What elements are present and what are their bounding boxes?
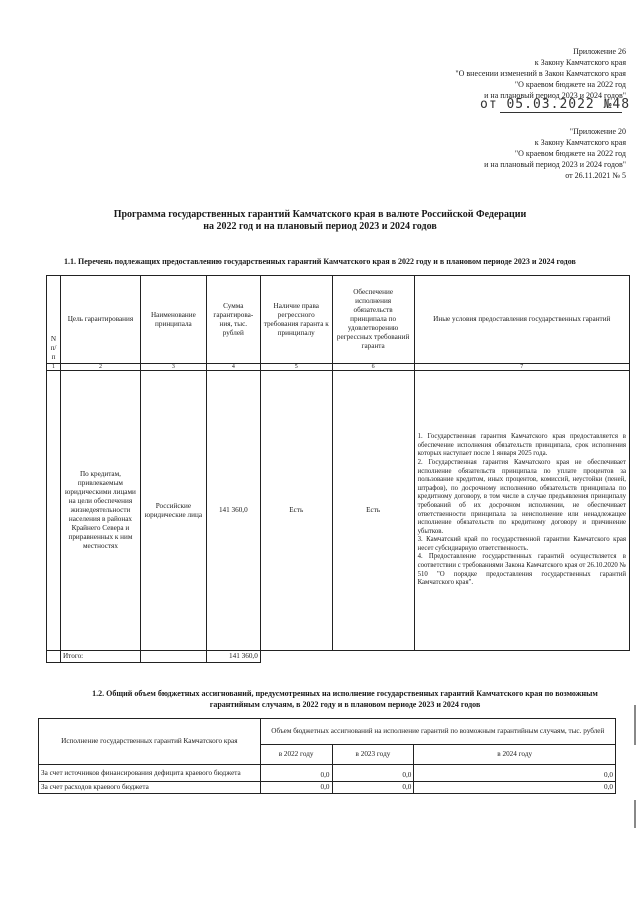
column-number: 6 bbox=[332, 364, 414, 371]
total-empty-cell bbox=[260, 651, 332, 663]
total-empty-cell bbox=[140, 651, 206, 663]
date-prefix: от bbox=[480, 97, 498, 112]
value-2022: 0,0 bbox=[260, 765, 332, 782]
column-number: 2 bbox=[60, 364, 140, 371]
value-2022: 0,0 bbox=[260, 782, 332, 794]
total-sum: 141 360,0 bbox=[206, 651, 260, 663]
table-header-row bbox=[39, 719, 616, 745]
year-header-2023: в 2023 году bbox=[332, 745, 414, 765]
total-label: Итого: bbox=[60, 651, 140, 663]
heading-line: гарантийным случаям, в 2022 году и в плановом периоде 2023 и 2024 годов bbox=[209, 700, 481, 709]
date-underline bbox=[500, 112, 622, 113]
col-header-principal: Наименование принципала bbox=[140, 276, 206, 364]
year-header-2024: в 2024 году bbox=[414, 745, 616, 765]
column-number: 4 bbox=[206, 364, 260, 371]
security-cell: Есть bbox=[332, 371, 414, 651]
title-line: Программа государственных гарантий Камчатского края в валюте Российской Федерации bbox=[113, 209, 527, 220]
execution-header: Исполнение государственных гарантий Камчатского края bbox=[39, 719, 261, 765]
regress-cell: Есть bbox=[260, 371, 332, 651]
row-label: За счет расходов краевого бюджета bbox=[39, 782, 261, 794]
header-line: и на плановый период 2023 и 2024 годов" bbox=[484, 160, 626, 169]
header-line: "О краевом бюджете на 2022 год bbox=[514, 80, 626, 89]
table-row bbox=[39, 782, 616, 794]
header-line: "О внесении изменений в Закон Камчатского края bbox=[455, 69, 626, 78]
purpose-cell: По кредитам, привлекаемым юридическими лицами на цели обеспечения жизнедеятельности населения в районах Крайнего Севера и приравненных к ним местностях bbox=[60, 371, 140, 651]
adoption-date-line bbox=[480, 97, 630, 112]
col-header-other: Иные условия предоставления государственных гарантий bbox=[414, 276, 629, 364]
condition-item: 1. Государственная гарантия Камчатского края предоставляется в обеспечение исполнения обязательств принципала, срок исполнения которых наступает после 1 января 2025 года. bbox=[417, 433, 626, 458]
scan-margin-mark bbox=[634, 705, 636, 745]
table-row bbox=[39, 765, 616, 782]
section-1-heading: 1.1. Перечень подлежащих предоставлению государственных гарантий Камчатского края в 2022 году и в плановом периоде 2023 и 2024 годов bbox=[64, 257, 576, 266]
sum-cell: 141 360,0 bbox=[206, 371, 260, 651]
total-empty-cell bbox=[414, 651, 629, 663]
guarantees-table bbox=[46, 275, 630, 663]
header-line: Приложение 26 bbox=[573, 47, 626, 56]
header-line: от 26.11.2021 № 5 bbox=[565, 171, 626, 180]
handwritten-number: №48 bbox=[603, 97, 631, 112]
conditions-cell bbox=[414, 371, 629, 651]
header-line: "Приложение 20 bbox=[569, 127, 626, 136]
header-line: к Закону Камчатского края bbox=[534, 138, 626, 147]
original-header bbox=[366, 126, 626, 181]
column-number: 3 bbox=[140, 364, 206, 371]
row-number-cell bbox=[47, 371, 61, 651]
col-header-purpose: Цель гарантирования bbox=[60, 276, 140, 364]
header-line: "О краевом бюджете на 2022 год bbox=[514, 149, 626, 158]
value-2023: 0,0 bbox=[332, 782, 414, 794]
table-header-row bbox=[47, 276, 630, 364]
total-empty-cell bbox=[47, 651, 61, 663]
document-title bbox=[0, 209, 640, 233]
scan-margin-mark bbox=[634, 800, 636, 828]
column-number: 1 bbox=[47, 364, 61, 371]
value-2023: 0,0 bbox=[332, 765, 414, 782]
header-line: к Закону Камчатского края bbox=[534, 58, 626, 67]
col-header-sum: Сумма гарантирова-ния, тыс. рублей bbox=[206, 276, 260, 364]
column-number: 7 bbox=[414, 364, 629, 371]
row-label: За счет источников финансирования дефицита краевого бюджета bbox=[39, 765, 261, 782]
col-header-n: N п/п bbox=[47, 276, 61, 364]
total-row bbox=[47, 651, 630, 663]
col-header-security: Обеспечение исполнения обязательств принципала по удовлетворению регрессных требований гаранта bbox=[332, 276, 414, 364]
condition-item: 2. Государственная гарантия Камчатского края не обеспечивает исполнение обязательств принципала по уплате процентов за пользование кредитом, иных процентов, комиссий, неустойки (пеней, штрафов), по досрочному исполнению обязательств принципала по кредитному договору, в том числе в случае предъявления принципалу требований об их досрочном исполнении, не обеспечивает ответственности принципала за неисполнение или ненадлежащее исполнение обязательств по кредитному договору и причинение убытков. bbox=[417, 458, 626, 535]
total-empty-cell bbox=[332, 651, 414, 663]
condition-item: 4. Предоставление государственных гарантий осуществляется в соответствии с требованиями Закона Камчатского края от 26.10.2020 № 510 "О порядке предоставления государственных гарантий Камчатского края". bbox=[417, 553, 626, 587]
allocations-header: Объем бюджетных ассигнований на исполнение гарантий по возможным гарантийным случаям, тыс. рублей bbox=[260, 719, 615, 745]
table-row bbox=[47, 371, 630, 651]
handwritten-date: 05.03.2022 bbox=[506, 97, 595, 112]
column-number: 5 bbox=[260, 364, 332, 371]
budget-allocations-table bbox=[38, 718, 616, 794]
title-line: на 2022 год и на плановый период 2023 и 2024 годов bbox=[203, 221, 437, 232]
col-header-regress: Наличие права регрессного требования гаранта к принципалу bbox=[260, 276, 332, 364]
principal-cell: Российские юридические лица bbox=[140, 371, 206, 651]
value-2024: 0,0 bbox=[414, 765, 616, 782]
amendment-header bbox=[366, 46, 626, 101]
heading-line: 1.2. Общий объем бюджетных ассигнований, предусмотренных на исполнение государственных гарантий Камчатского края по возможным bbox=[92, 689, 598, 698]
header-line: и на плановый период 2023 и 2024 годов" bbox=[484, 91, 626, 100]
value-2024: 0,0 bbox=[414, 782, 616, 794]
section-2-heading bbox=[60, 688, 630, 710]
column-number-row bbox=[47, 364, 630, 371]
year-header-2022: в 2022 году bbox=[260, 745, 332, 765]
condition-item: 3. Камчатский край по государственной гарантии Камчатского края несет субсидиарную ответственность. bbox=[417, 536, 626, 552]
